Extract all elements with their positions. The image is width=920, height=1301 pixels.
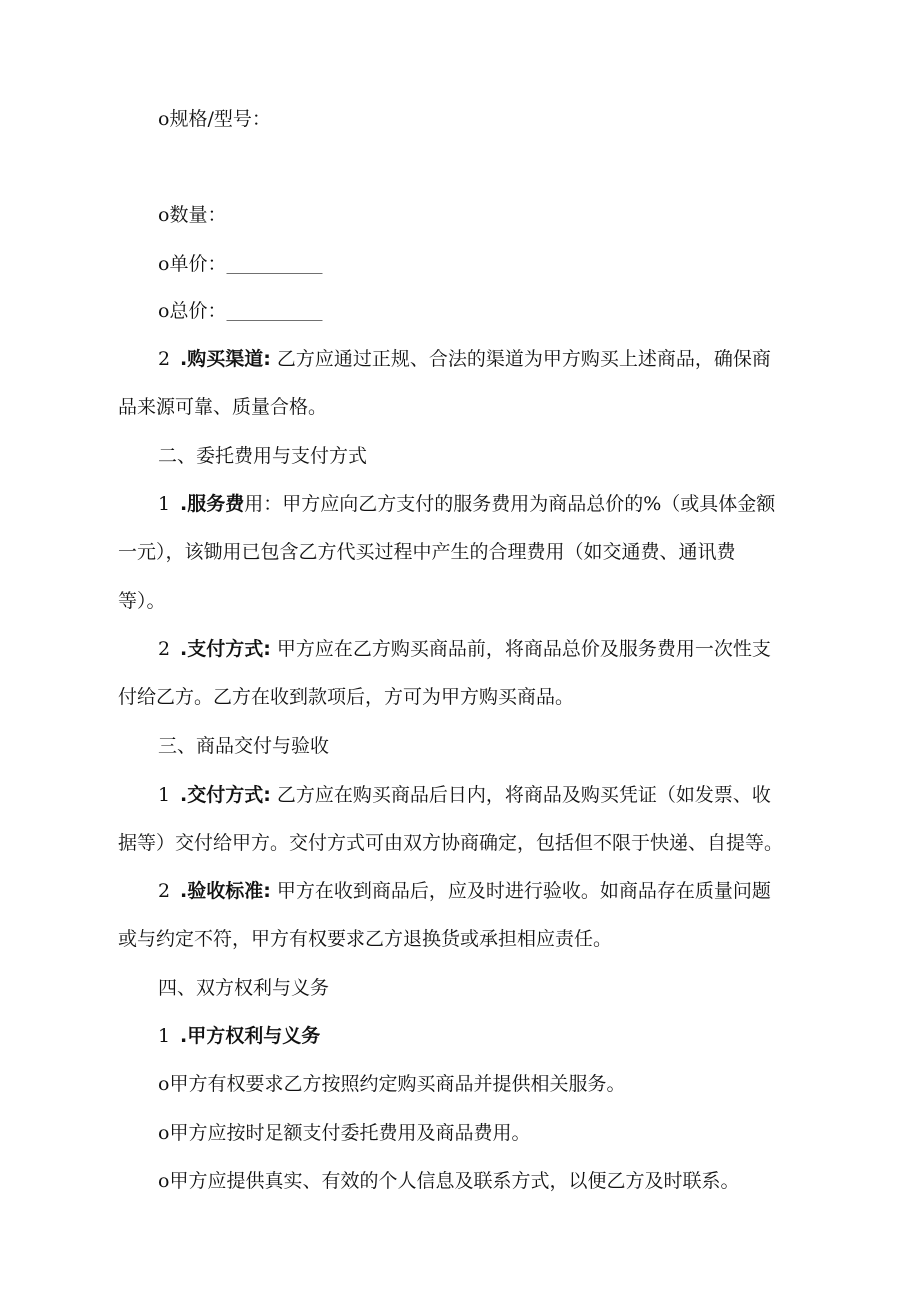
item-title: .甲方权利与义务 [180,1025,321,1047]
bullet: o [158,204,170,226]
item-number: 1 [158,1025,171,1047]
party-a-bullet-1 [158,1071,625,1097]
item-text: 乙方应在购买商品后日内，将商品及购买凭证（如发票、收 [270,784,771,806]
bullet-text: 甲方有权要求乙方按照约定购买商品并提供相关服务。 [169,1073,626,1095]
bullet: o [158,1170,170,1192]
bullet-text: 甲方应按时足额支付委托费用及商品费用。 [169,1122,531,1144]
item-number: 2 [158,880,171,902]
unit-price-label: 单价： [169,253,227,275]
bullet: o [158,108,170,130]
item-number: 2 [158,638,171,660]
item-number: 1 [158,493,171,515]
bullet: o [158,300,170,322]
delivery-method-line-1 [158,782,771,808]
section-heading: 二、委托费用与支付方式 [158,445,368,467]
item-title: .服务费 [180,493,245,515]
unit-price-blank: ____________ [226,255,323,274]
item-text: 一元），该锄用已包含乙方代买过程中产生的合理费用（如交通费、通讯费 [118,541,736,563]
item-title: .支付方式: [180,638,271,660]
total-price-label: 总价： [169,300,227,322]
total-price-blank: ____________ [226,302,323,321]
item-text: 付给乙方。乙方在收到款项后，方可为甲方购买商品。 [118,686,575,708]
bullet: o [158,1122,170,1144]
bullet: o [158,1073,170,1095]
purchase-channel-line-1 [158,346,771,372]
payment-method-line-1 [158,636,771,662]
item-text: 据等）交付给甲方。交付方式可由双方协商确定，包括但不限于快递、自提等。 [118,832,784,854]
purchase-channel-line-2 [118,394,327,420]
item-text: 甲方在收到商品后，应及时进行验收。如商品存在质量问题 [270,880,771,902]
delivery-method-line-2 [118,830,783,856]
section-heading: 三、商品交付与验收 [158,735,330,757]
item-number: 1 [158,784,171,806]
quantity-label: 数量： [169,204,227,226]
item-text: 乙方应通过正规、合法的渠道为甲方购买上述商品，确保商 [270,348,771,370]
item-text: 甲方应在乙方购买商品前，将商品总价及服务费用一次性支 [270,638,771,660]
acceptance-standard-line-2 [118,926,612,952]
total-price-line [158,298,322,325]
bullet-text: 甲方应提供真实、有效的个人信息及联系方式，以便乙方及时联系。 [169,1170,740,1192]
item-text: 用：甲方应向乙方支付的服务费用为商品总价的%（或具体金额 [244,493,776,515]
party-a-bullet-3 [158,1168,739,1194]
item-title: .验收标准: [180,880,271,902]
party-a-bullet-2 [158,1120,530,1146]
acceptance-standard-line-1 [158,878,771,904]
item-number: 2 [158,348,171,370]
quantity-line [158,202,226,228]
unit-price-line [158,251,322,278]
service-fee-line-2 [118,539,736,565]
item-text: 或与约定不符，甲方有权要求乙方退换货或承担相应责任。 [118,928,613,950]
service-fee-line-1 [158,491,775,517]
item-title: .购买渠道: [180,348,271,370]
spec-line [158,106,271,132]
payment-method-line-2 [118,684,574,710]
spec-label: 规格/型号： [169,108,271,130]
section-heading: 四、双方权利与义务 [158,977,330,999]
bullet: o [158,253,170,275]
item-title: .交付方式: [180,784,271,806]
party-a-rights-title [158,1023,320,1049]
item-text: 等）。 [118,590,166,612]
service-fee-line-3 [118,588,166,614]
item-text: 品来源可靠、质量合格。 [118,396,328,418]
